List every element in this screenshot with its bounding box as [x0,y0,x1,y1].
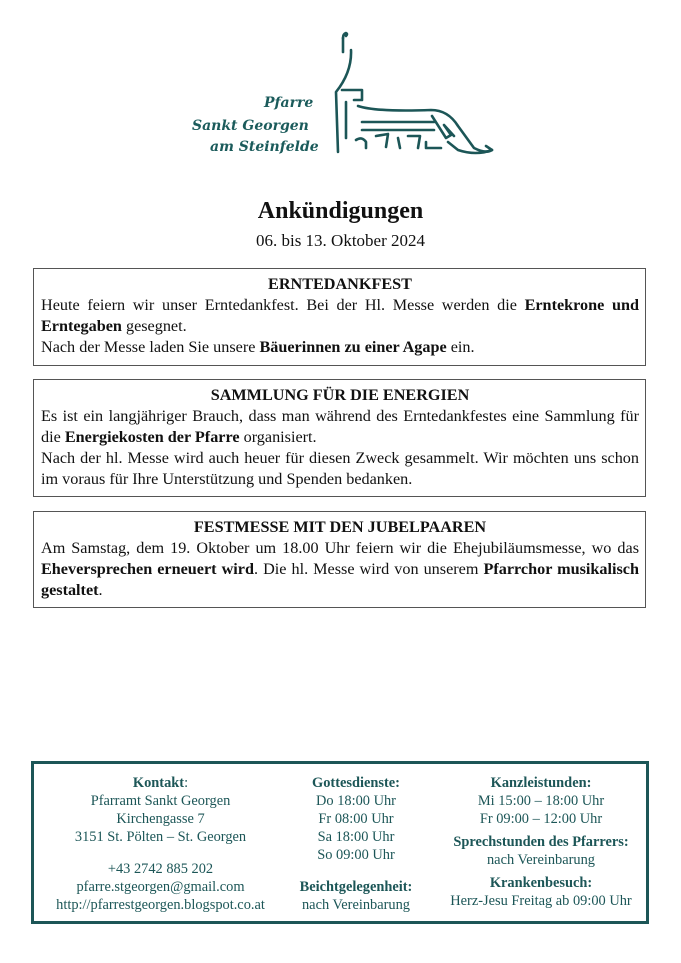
website-link[interactable]: http://pfarrestgeorgen.blogspot.co.at [56,897,265,913]
contact-footer [31,761,649,924]
office-hours-label: Kanzleistunden: [490,775,592,791]
announcement-sammlung [33,379,646,497]
page-title: Ankündigungen [257,198,424,224]
pastor-hours-value: nach Vereinbarung [486,852,596,868]
confession-value: nach Vereinbarung [301,897,411,913]
office-name: Pfarramt Sankt Georgen [90,793,231,809]
announcement-heading: SAMMLUNG FÜR DIE ENERGIEN [210,386,470,404]
sick-visit-value: Herz-Jesu Freitag ab 09:00 Uhr [450,893,632,909]
services-label: Gottesdienste: [312,775,400,791]
office-street: Kirchengasse 7 [116,811,205,827]
office-hours-time: Fr 09:00 – 12:00 Uhr [479,811,603,827]
announcement-text: Nach der hl. Messe wird auch heuer für diesen Zweck gesammelt. Wir möchten uns schon im voraus für Ihre Unterstützung und Spenden bedanken. [41,449,639,488]
announcement-festmesse [33,511,646,608]
confession-label: Beichtgelegenheit: [299,879,413,895]
announcement-text: Es ist ein langjähriger Brauch, dass man während des Erntedankfestes eine Sammlung für die Energiekosten der Pfarre organisiert. [41,407,639,446]
service-time: Do 18:00 Uhr [316,793,396,809]
service-time: So 09:00 Uhr [317,847,395,863]
office-hours-time: Mi 15:00 – 18:00 Uhr [477,793,605,809]
announcement-heading: ERNTEDANKFEST [268,275,412,293]
contact-column [34,774,287,914]
announcement-heading: FESTMESSE MIT DEN JUBELPAAREN [193,518,487,536]
office-city: 3151 St. Pölten – St. Georgen [74,829,247,845]
announcement-erntedankfest [33,268,646,366]
sick-visit-label: Krankenbesuch: [489,875,593,891]
office-hours-column [432,774,650,910]
page-subtitle: 06. bis 13. Oktober 2024 [255,231,426,250]
contact-label: Kontakt: [132,775,189,791]
services-column [286,774,426,914]
service-time: Sa 18:00 Uhr [317,829,395,845]
service-time: Fr 08:00 Uhr [318,811,394,827]
logo-text-pfarre: Pfarre [264,95,314,111]
announcement-text: Nach der Messe laden Sie unsere Bäuerinnen zu einer Agape ein. [41,338,475,356]
announcement-text: Heute feiern wir unser Erntedankfest. Bei der Hl. Messe werden die Erntekrone und Erntegaben gesegnet. [41,296,639,335]
parish-logo [186,30,496,160]
email-link[interactable]: pfarre.stgeorgen@gmail.com [76,879,245,895]
logo-text-steinfelde: am Steinfelde [210,139,319,155]
pastor-hours-label: Sprechstunden des Pfarrers: [453,834,629,850]
logo-text-sankt-georgen: Sankt Georgen [192,118,309,134]
phone-number[interactable]: +43 2742 885 202 [107,861,214,877]
announcement-text: Am Samstag, dem 19. Oktober um 18.00 Uhr feiern wir die Ehejubiläumsmesse, wo das Eheversprechen erneuert wird. Die hl. Messe wird von unserem Pfarrchor musikalisch gestaltet. [41,539,639,599]
